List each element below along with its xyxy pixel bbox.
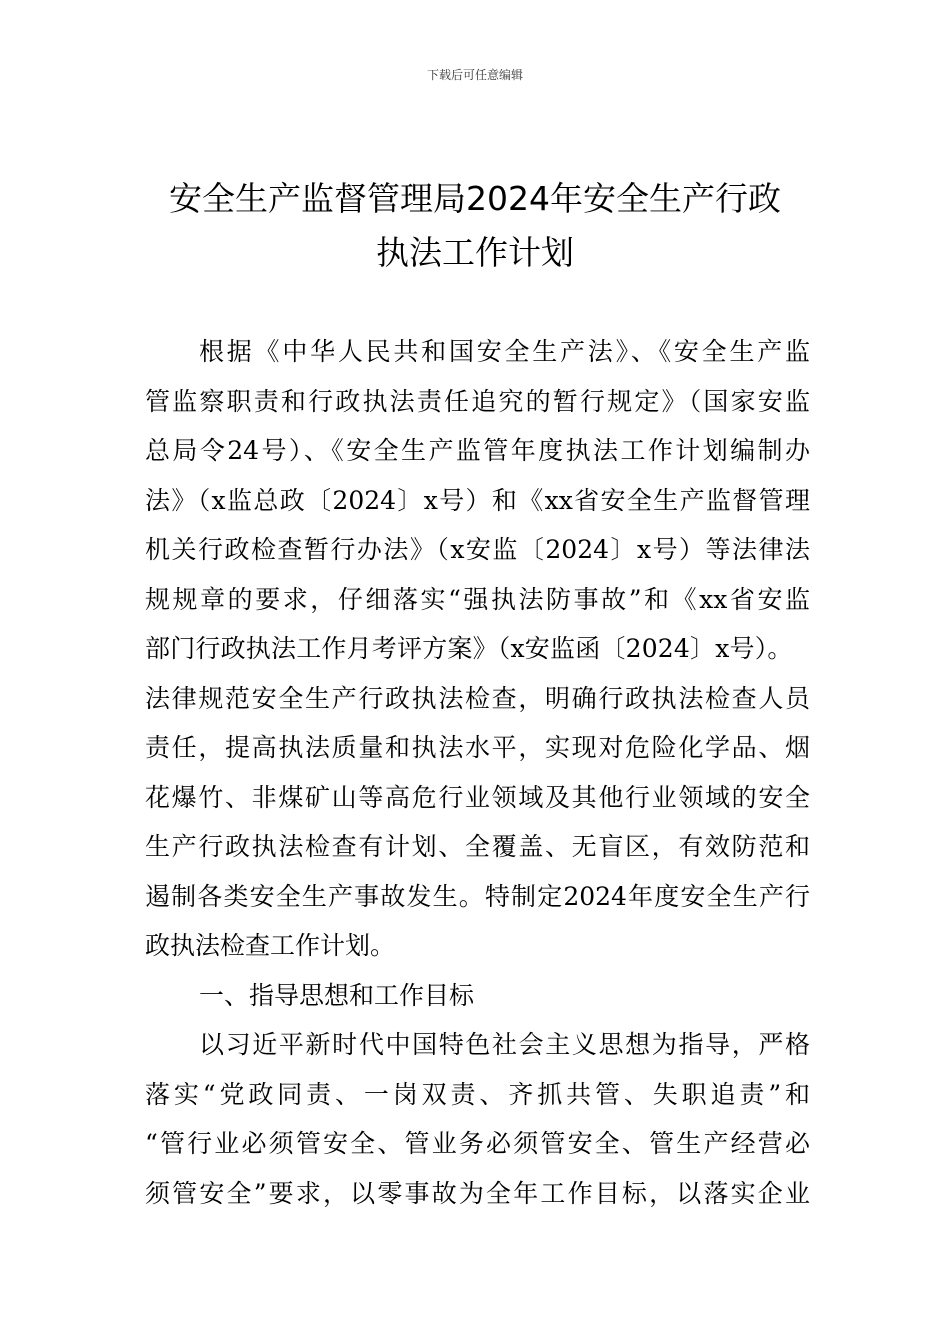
paragraph-line: 机关行政检查暂行办法》（x安监〔2024〕x号）等法律法 [145,535,810,564]
header-note: 下载后可任意编辑 [426,68,523,82]
title-line-1: 安全生产监督管理局2024年安全生产行政 [169,179,781,218]
paragraph-line: 根据《中华人民共和国安全生产法》、《安全生产监 [199,337,810,366]
paragraph-line: 生产行政执法检查有计划、全覆盖、无盲区，有效防范和 [145,832,810,861]
paragraph-line: 管监察职责和行政执法责任追究的暂行规定》（国家安监 [145,386,810,416]
paragraph-line: 部门行政执法工作月考评方案》（x安监函〔2024〕x号）。 [145,634,793,663]
document-body [145,327,810,1218]
section-heading: 一、指导思想和工作目标 [199,980,475,1010]
paragraph-line: 以习近平新时代中国特色社会主义思想为指导，严格 [199,1030,810,1059]
paragraph-line: 遏制各类安全生产事故发生。特制定2024年度安全生产行 [145,881,810,911]
paragraph-line: 须管安全”要求，以零事故为全年工作目标，以落实企业 [145,1178,810,1208]
paragraph-line: 落实“党政同责、一岗双责、齐抓共管、失职追责”和 [145,1079,810,1109]
document-title [100,172,850,280]
paragraph-line: 责任，提高执法质量和执法水平，实现对危险化学品、烟 [145,733,810,762]
paragraph-line: 花爆竹、非煤矿山等高危行业领域及其他行业领域的安全 [145,782,810,812]
paragraph-line: 规规章的要求，仔细落实“强执法防事故”和《xx省安监 [145,584,810,614]
paragraph-line: 总局令24号）、《安全生产监管年度执法工作计划编制办 [145,436,810,465]
paragraph-line: 法律规范安全生产行政执法检查，明确行政执法检查人员 [145,683,810,713]
paragraph-line: 法》（x监总政〔2024〕x号）和《xx省安全生产监督管理 [145,485,810,515]
paragraph-line: 政执法检查工作计划。 [145,931,396,960]
title-line-2: 执法工作计划 [376,233,574,272]
paragraph-line: “管行业必须管安全、管业务必须管安全、管生产经营必 [145,1129,810,1158]
